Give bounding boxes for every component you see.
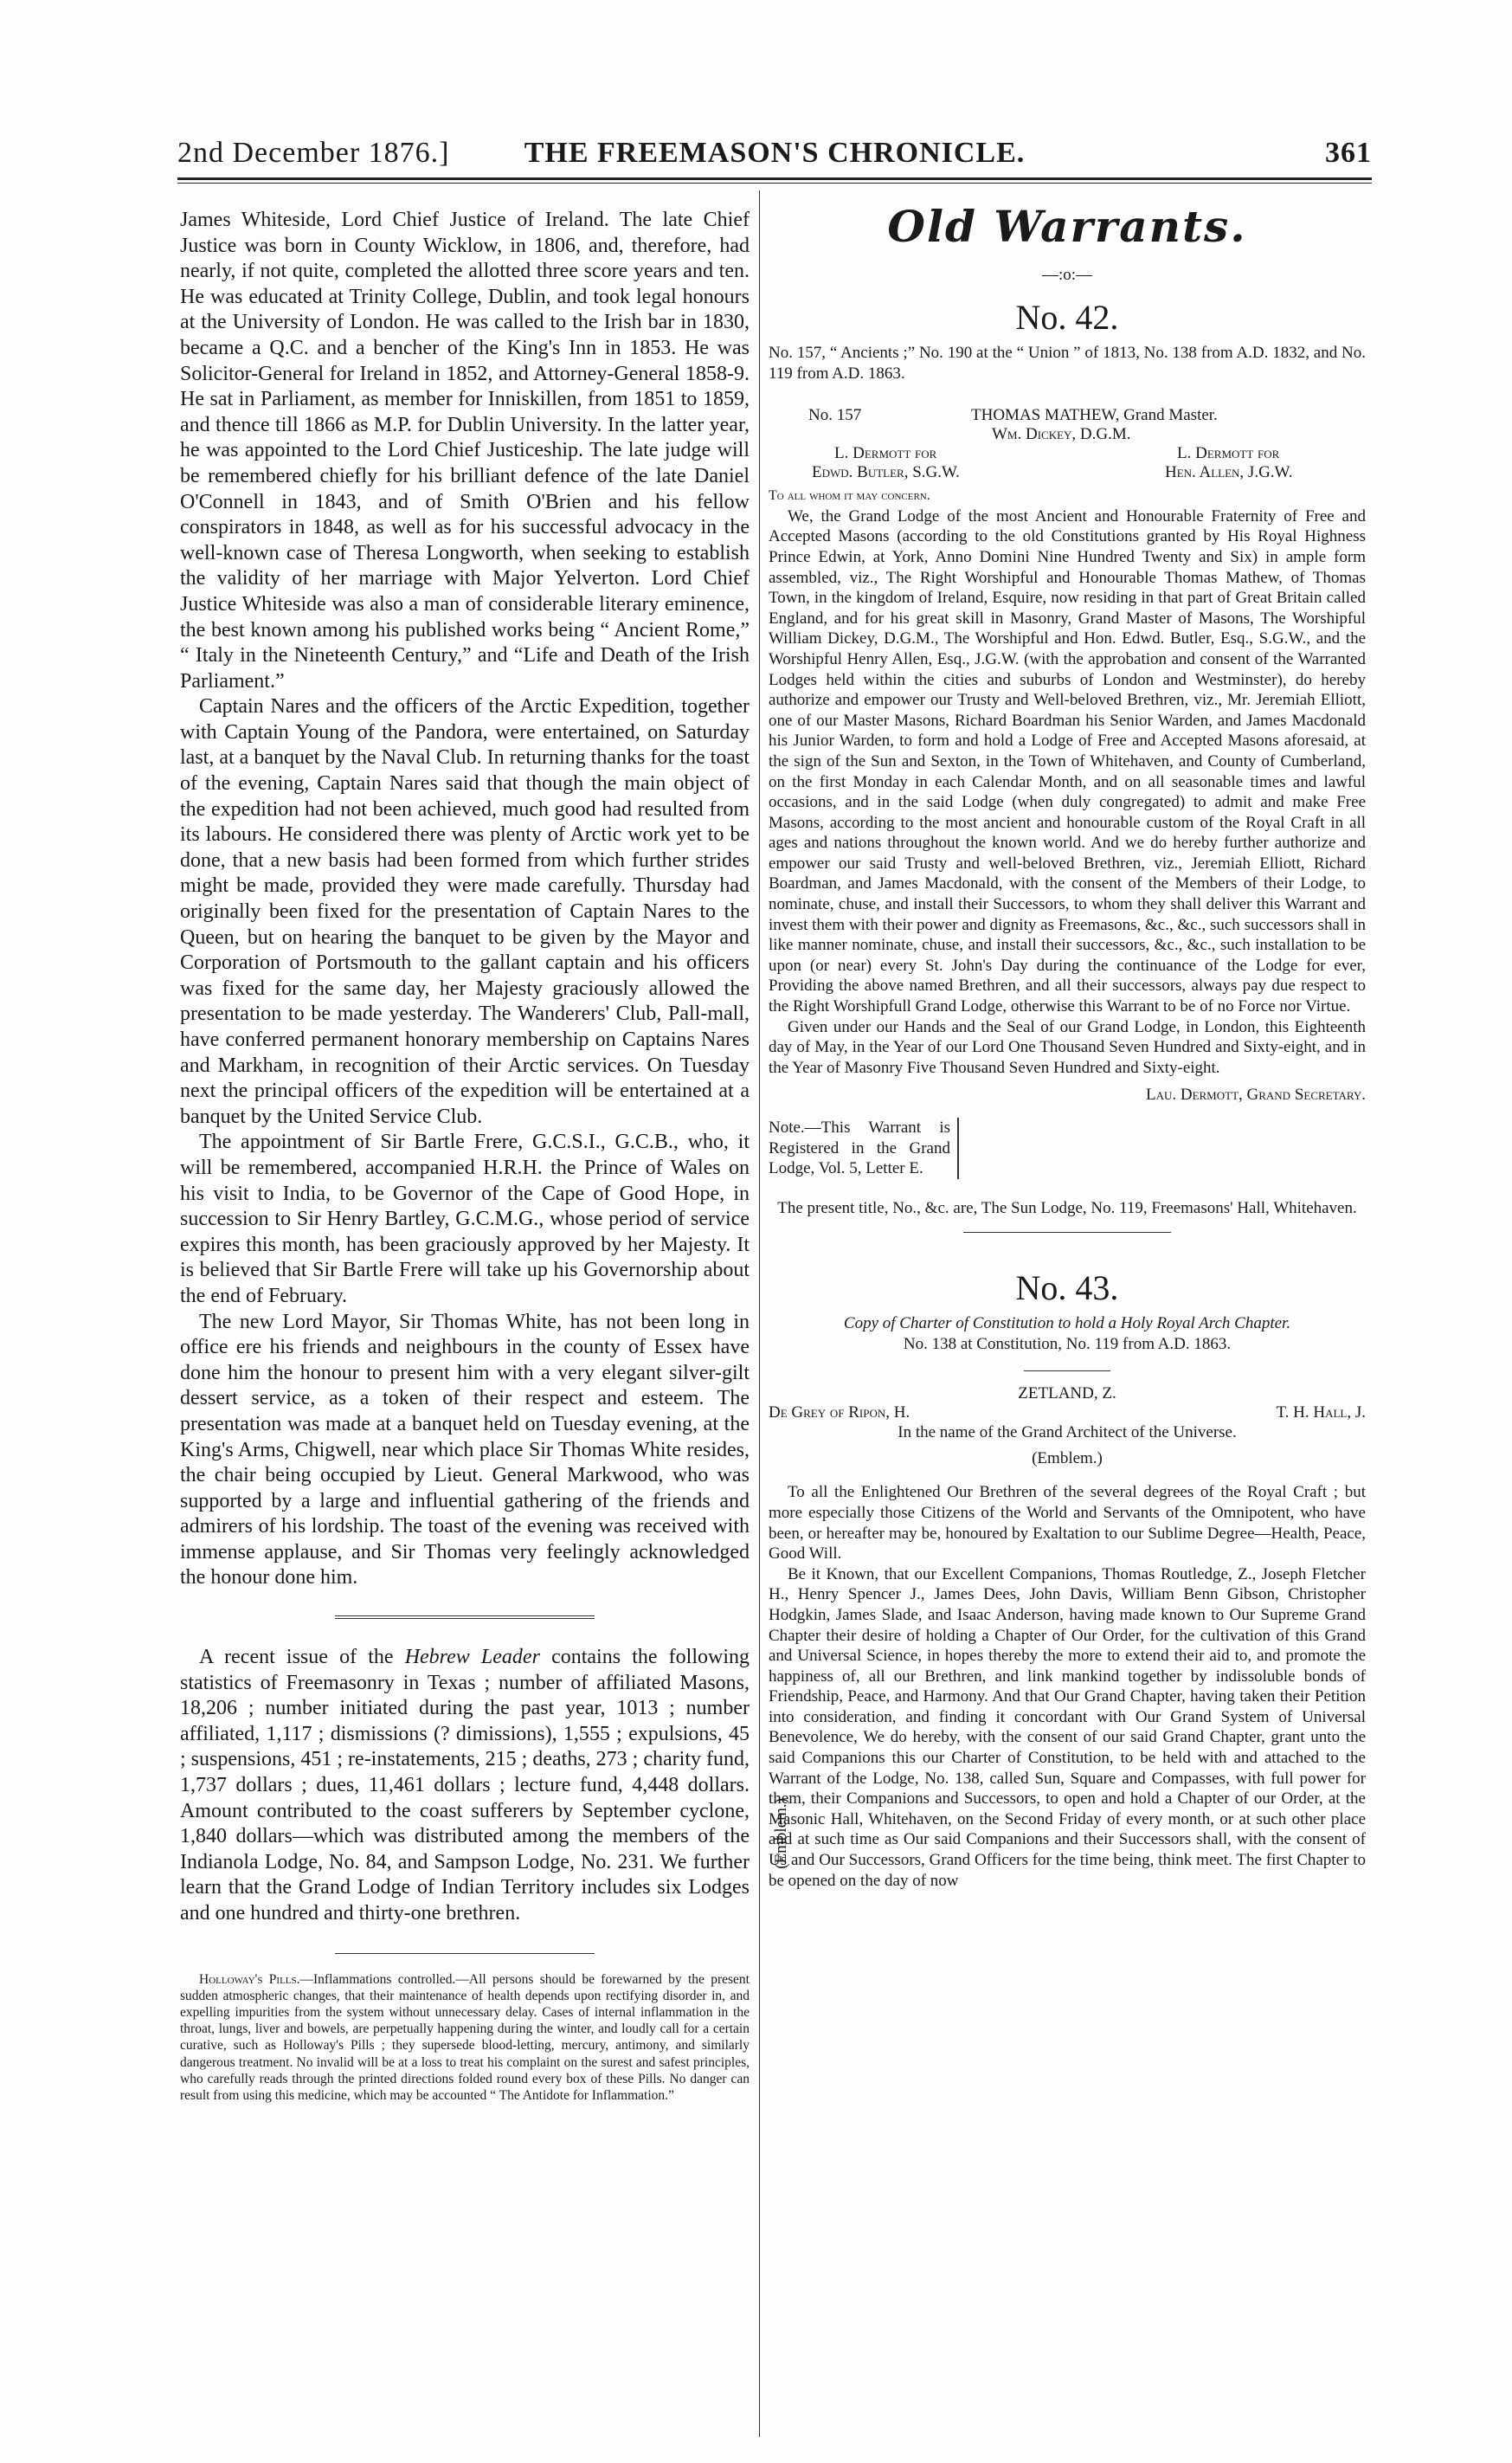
present-title: The present title, No., &c. are, The Sun Lodge, No. 119, Freemasons' Hall, Whitehaven. bbox=[777, 1198, 1357, 1217]
note-text: Note.—This Warrant is Registered in the Grand Lodge, Vol. 5, Letter E. bbox=[769, 1118, 959, 1179]
warrant-no: No. 157 bbox=[808, 406, 862, 425]
in-the-name: In the name of the Grand Architect of the Universe. bbox=[898, 1423, 1237, 1442]
ornament-separator: —:o:— bbox=[1041, 266, 1093, 284]
hebrew-leader-title: Hebrew Leader bbox=[404, 1646, 540, 1669]
warrant-42-subtitle: No. 157, “ Ancients ;” No. 190 at the “ Union ” of 1813, No. 138 from A.D. 1832, and No. 119 from A.D. 1863. bbox=[769, 344, 1366, 383]
article-bartle-frere: The appointment of Sir Bartle Frere, G.C.S.I., G.C.B., who, it will be remembered, accompanied H.R.H. the Prince of Wales on his visit to India, to be Governor of the Cape of Good Hope, in succession to Sir Henry Bartley, G.C.M.G., whose period of service expires this month, has been graciously approved by her Majesty. It is believed that Sir Bartle Frere will take up his Governorship about the end of February. bbox=[180, 1131, 750, 1307]
section-title-old-warrants: Old Warrants. bbox=[887, 201, 1247, 252]
header-title: THE FREEMASON'S CHRONICLE. bbox=[524, 137, 1026, 169]
charter-address: To all the Enlightened Our Brethren of the several degrees of the Royal Craft ; but more especially those Citizens of the World and Servants of the Omnipotent, who have been, or hereafter may be, honoured by Exaltation to our Sublime Degree—Health, Peace, Good Will. bbox=[769, 1483, 1366, 1564]
registration-note bbox=[769, 1118, 959, 1179]
warrant-42-body: We, the Grand Lodge of the most Ancient and Honourable Fraternity of Free and Accepted Masons (according to the old Constitutions granted by His Royal Highness Prince Edwin, at York, Anno Domini Nine Hundred Twenty and Six) in ample form assembled, viz., The Right Worshipful and Honourable Thomas Mathew, of Thomas Town, in the kingdom of Ireland, Esquire, now residing in that part of Great Britain called England, and for his great skill in Masonry, Grand Master of Masons, The Worshipful William Dickey, D.G.M., The Worshipful and Hon. Edwd. Butler, Esq., S.G.W., and the Worshipful Henry Allen, Esq., J.G.W. (with the approbation and consent of the Warranted Lodges held within the cities and suburbs of London and Westminster), do hereby authorize and empower our Trusty and Well-beloved Brethren, viz., Mr. Jeremiah Elliott, one of our Master Masons, Richard Boardman his Senior Warden, and James Macdonald his Junior Warden, to form and hold a Lodge of Free and Accepted Masons aforesaid, at the sign of the Sun and Sexton, in the Town of Whitehaven, and County of Cumberland, on the first Monday in each Calendar Month, and on all seasonable times and lawful occasions, and in the said Lodge (when duly congregated) to admit and make Free Masons, according to the most ancient and honourable custom of the Royal Craft in all ages and nations throughout the known world. And we do hereby further authorize and empower our said Trusty and well-beloved Brethren, viz., Jeremiah Elliott, Richard Boardman, and James Macdonald, with the consent of the Members of their Lodge, to nominate, chuse, and install their Successors, to whom they shall deliver this Warrant and invest them with their power and dignity as Freemasons, &c., &c., such successors shall in like manner nominate, chuse, and install their successors, &c., &c., such installation to be upon (or near) every St. John's Day during the continuance of the Lodge for ever, Providing the above named Brethren, and all their successors, always pay due respect to the Right Worshipfull Grand Lodge, otherwise this Warrant to be of no Force nor Virtue. bbox=[769, 506, 1366, 1016]
article-whiteside: James Whiteside, Lord Chief Justice of Ireland. The late Chief Justice was born in County Wicklow, in 1806, and, therefore, had nearly, if not quite, completed the allotted three score years and ten. He was educated at Trinity College, Dublin, and took legal honours at the University of London. He was called to the Irish bar in 1830, became a Q.C. and a bencher of the King's Inn in 1853. He was Solicitor-General for Ireland in 1852, and Attorney-General 1858-9. He sat in Parliament, as member for Inniskillen, from 1851 to 1859, and thence till 1866 as M.P. for Dublin University. In the latter year, he was appointed to the Lord Chief Justiceship. The late judge will be remembered chiefly for his brilliant defence of the late Daniel O'Connell in 1843, and of Smith O'Brien and his fellow conspirators in 1848, as well as for his successful advocacy in the well-known case of Theresa Longworth, when seeking to establish the validity of her marriage with Major Yelverton. Lord Chief Justice Whiteside was also a man of considerable literary eminence, the best known among his published works being “ Ancient Rome,” “ Italy in the Nineteenth Century,” and “Life and Death of the Irish Parliament.” bbox=[180, 209, 750, 693]
warrant-43-heading: No. 43. bbox=[1015, 1268, 1119, 1308]
deputy-grand-master: Wm. Dickey, D.G.M. bbox=[992, 425, 1131, 444]
texas-text-rest: contains the following statistics of Freemasonry in Texas ; number of affiliated Masons, 18,206 ; number initiated during the past year, 1013 ; number affiliated, 1,117 ; dismissions (? dimissions), 1,555 ; expulsions, 45 ; suspensions, 451 ; re-instatements, 215 ; deaths, 273 ; charity fund, 1,737 dollars ; dues, 11,461 dollars ; lecture fund, 4,448 dollars. Amount contributed to the coast sufferers by September cyclone, 1,840 dollars—which was distributed among the members of the Indianola Lodge, No. 84, and Sampson Lodge, No. 231. We further learn that the Grand Lodge of Indian Territory includes six Lodges and one hundred and thirty-one brethren. bbox=[180, 1646, 750, 1925]
warrant-43-subtitle: Copy of Charter of Constitution to hold a Holy Royal Arch Chapter. bbox=[843, 1314, 1291, 1333]
emblem-label: (Emblem.) bbox=[1032, 1448, 1103, 1467]
article-texas-statistics bbox=[180, 1645, 750, 1927]
texas-text-start: A recent issue of the bbox=[199, 1646, 405, 1669]
header-rule-thin bbox=[177, 183, 1372, 184]
warrant-43-sub2: No. 138 at Constitution, No. 119 from A.D. 1863. bbox=[903, 1334, 1232, 1353]
warrant-42-grandmaster-row bbox=[769, 406, 1366, 425]
article-lord-mayor: The new Lord Mayor, Sir Thomas White, has not been long in office ere his friends and neighbours in the county of Essex have done him the honour to present him with a very elegant silver-gilt dessert service, as a token of their respect and esteem. The presentation was made at a banquet held on Tuesday evening, at the King's Arms, Chigwell, near which place Sir Thomas White resides, the chair being occupied by Lieut. General Markwood, who was supported by a large and influential gathering of the friends and admirers of his lordship. The toast of the evening was received with immense applause, and Sir Thomas very feelingly acknowledged the honour done him. bbox=[180, 1310, 750, 1589]
signature-left-1: L. Dermott for bbox=[834, 444, 937, 463]
de-grey-signature: De Grey of Ripon, H. bbox=[769, 1403, 910, 1422]
warrant-42-sig-row1 bbox=[769, 444, 1366, 463]
page-header bbox=[177, 137, 1372, 171]
warrant-42-given: Given under our Hands and the Seal of our Grand Lodge, in London, this Eighteenth day of May, in the Year of our Lord One Thousand Seven Hundred and Sixty-eight, and in the Year of Masonry Five Thousand Seven Hundred and Sixty-eight. bbox=[769, 1017, 1366, 1077]
warrant-42-sig-row2 bbox=[769, 463, 1366, 482]
grand-master: THOMAS MATHEW, Grand Master. bbox=[971, 406, 1218, 425]
hall-signature: T. H. Hall, J. bbox=[1276, 1403, 1366, 1422]
header-date: 2nd December 1876.] bbox=[177, 137, 450, 169]
warrant-42-dgm-row bbox=[769, 425, 1366, 444]
advert-lead: Holloway's Pills. bbox=[199, 1971, 300, 1987]
article-arctic-expedition: Captain Nares and the officers of the Arctic Expedition, together with Captain Young of the Pandora, were entertained, on Saturday last, at a banquet by the Naval Club. In returning thanks for the toast of the evening, Captain Nares said that though the main object of the expedition had not been achieved, much good had resulted from its labours. He considered there was plenty of Arctic work yet to be done, that a new basis had been formed from which further strides might be made, provided they were made carefully. Thursday had originally been fixed for the presentation of Captain Nares to the Queen, but on hearing the banquet to be given by the Mayor and Corporation of Portsmouth to the gallant captain and his officers was fixed for the same day, her Majesty graciously allowed the presentation to be made yesterday. The Wanderers' Club, Pall-mall, have conferred permanent honorary membership on Captains Nares and Markham, in recognition of their Arctic services. On Tuesday next the principal officers of the expedition will be entertained at a banquet by the United Service Club. bbox=[180, 695, 750, 1128]
left-column bbox=[180, 208, 750, 2424]
warrant-divider bbox=[963, 1232, 1171, 1233]
warrant-43-sig-row bbox=[769, 1403, 1366, 1422]
column-divider bbox=[759, 190, 760, 2437]
right-column bbox=[769, 192, 1366, 2426]
warrant-42-heading: No. 42. bbox=[1015, 298, 1119, 337]
holloway-advert bbox=[180, 1971, 750, 2105]
signature-left-2: Edwd. Butler, S.G.W. bbox=[812, 463, 960, 482]
grand-secretary-signature: Lau. Dermott, Grand Secretary. bbox=[1145, 1086, 1366, 1105]
signature-right-2: Hen. Allen, J.G.W. bbox=[1165, 463, 1293, 482]
zetland: ZETLAND, Z. bbox=[1018, 1383, 1116, 1402]
header-rule bbox=[177, 177, 1372, 180]
side-emblem: (Emblem.) bbox=[772, 1797, 790, 1869]
signature-right-1: L. Dermott for bbox=[1177, 444, 1280, 463]
charter-body: Be it Known, that our Excellent Companions, Thomas Routledge, Z., Joseph Fletcher H., Henry Spencer J., James Dees, John Davis, William Benn Gibson, Christopher Hodgkin, James Slade, and Isaac Anderson, having made known to Our Supreme Grand Chapter their desire of holding a Chapter of Our Order, for the cultivation of this Grand and Universal Science, in hopes thereby the more to extend their aid to, and promote the happiness of, all our Brethren, and link mankind together by indissoluble bonds of Friendship, Peace, and Harmony. And that Our Grand Chapter, having taken their Petition into consideration, and finding it concordant with Our Grand System of Universal Benevolence, We do hereby, with the consent of our said Grand Chapter, grant unto the said Companions this our Charter of Constitution, to be held with and attached to the Warrant of the Lodge, No. 138, called Sun, Square and Compasses, with full power for them, their Companions and Successors, to open and hold a Chapter of our Order, at the Masonic Hall, Whitehaven, on the Second Friday of every month, or at such other place and at such time as Our said Companions and their Successors shall, with the consent of Us and Our Successors, Grand Officers for the time being, think meet. The first Chapter to be opened on the day of now bbox=[769, 1564, 1366, 1890]
charter-body-wrap bbox=[769, 1564, 1366, 1892]
advert-text: —Inflammations controlled.—All persons should be forewarned by the present sudden atmospheric changes, that their maintenance of health depends upon rectifying disorder in, and expelling impurities from the system without unnecessary delay. Cases of internal inflammation in the throat, lungs, liver and bowels, are perpetually happening during the winter, and loudly call for a certain curative, such as Holloway's Pills ; they supersede blood-letting, mercury, antimony, and similarly dangerous treatment. No invalid will be at a loss to treat his complaint on the surest and safest principles, who carefully reads through the printed directions folded round every box of these Pills. No danger can result from using this medicine, which may be accounted “ The Antidote for Inflammation.” bbox=[180, 1971, 750, 2104]
to-all-whom: To all whom it may concern. bbox=[769, 488, 930, 504]
page-number: 361 bbox=[1325, 137, 1372, 169]
